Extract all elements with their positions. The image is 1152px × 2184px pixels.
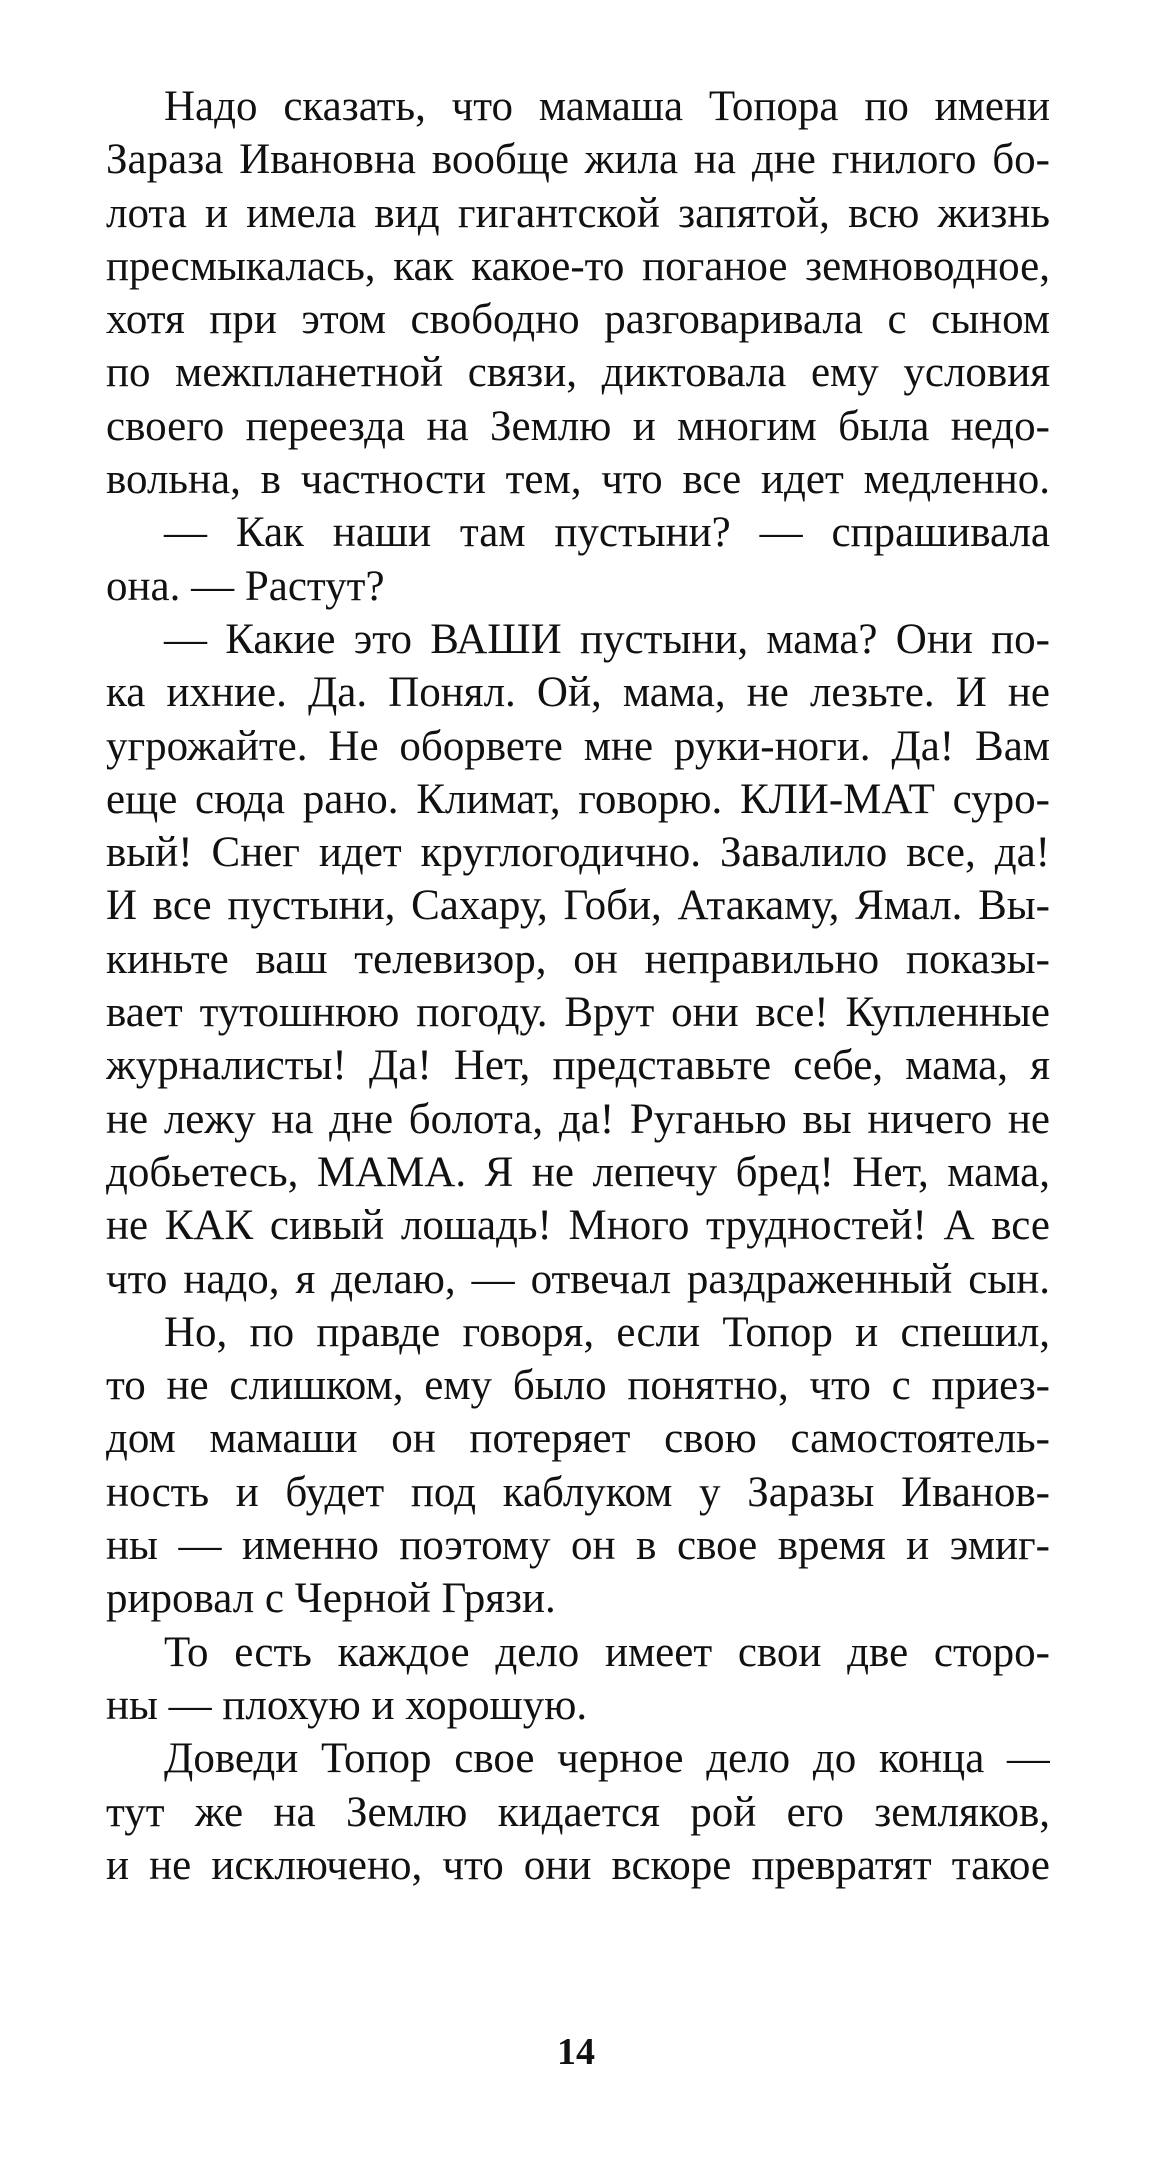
text-line: ность и будет под каблуком у Заразы Иванов- (106, 1468, 1050, 1516)
text-line: и не исключено, что они вскоре превратят такое (106, 1841, 1050, 1889)
text-line: добьетесь, МАМА. Я не лепечу бред! Нет, мама, (106, 1148, 1050, 1196)
text-line: журналисты! Да! Нет, представьте себе, мама, я (106, 1042, 1050, 1090)
text-line: еще сюда рано. Климат, говорю. КЛИ-МАТ суро- (106, 775, 1050, 823)
text-line: ка ихние. Да. Понял. Ой, мама, не лезьте. И не (106, 669, 1050, 717)
text-line: Надо сказать, что мамаша Топора по имени (164, 83, 1050, 130)
text-line: вольна, в частности тем, что все идет медленно. (106, 456, 1050, 504)
text-line: ны — именно поэтому он в свое время и эмиг- (106, 1522, 1050, 1570)
text-line: И все пустыни, Сахару, Гоби, Атакаму, Ямал. Вы- (106, 882, 1050, 930)
text-line: своего переезда на Землю и многим была недо- (106, 402, 1050, 450)
text-line: то не слишком, ему было понятно, что с приез- (106, 1362, 1050, 1410)
text-line: что надо, я делаю, — отвечал раздраженный сын. (106, 1255, 1050, 1303)
text-line: — Какие это ВАШИ пустыни, мама? Они по- (164, 615, 1050, 663)
body-text (106, 80, 1050, 1892)
text-line: дом мамаши он потеряет свою самостоятель- (106, 1415, 1050, 1463)
text-line: не КАК сивый лошадь! Много трудностей! А все (106, 1202, 1050, 1250)
text-line: ны — плохую и хорошую. (106, 1681, 588, 1729)
text-line: Но, по правде говоря, если Топор и спешил, (164, 1308, 1050, 1356)
text-line: Зараза Ивановна вообще жила на дне гнилого бо- (106, 136, 1050, 184)
text-line: хотя при этом свободно разговаривала с сыном (106, 296, 1050, 344)
text-line: тут же на Землю кидается рой его земляков, (106, 1788, 1050, 1836)
text-line: — Как наши там пустыни? — спрашивала (164, 509, 1050, 557)
text-line: То есть каждое дело имеет свои две сторо- (164, 1628, 1050, 1676)
text-line: лота и имела вид гигантской запятой, всю жизнь (106, 189, 1050, 237)
text-line: по межпланетной связи, диктовала ему условия (106, 349, 1050, 397)
page-number: 14 (557, 2031, 595, 2073)
text-line: киньте ваш телевизор, он неправильно показы- (106, 935, 1050, 983)
text-line: вый! Снег идет круглогодично. Завалило все, да! (106, 829, 1050, 877)
text-line: угрожайте. Не оборвете мне руки-ноги. Да! Вам (106, 722, 1050, 770)
text-line: не лежу на дне болота, да! Руганью вы ничего не (106, 1095, 1050, 1143)
text-line: пресмыкалась, как какое-то поганое земноводное, (106, 242, 1050, 290)
text-line: она. — Растут? (106, 562, 385, 610)
text-line: Доведи Топор свое черное дело до конца — (164, 1735, 1050, 1783)
text-line: рировал с Черной Грязи. (106, 1575, 556, 1623)
text-line: вает тутошнюю погоду. Врут они все! Купленные (106, 989, 1050, 1037)
